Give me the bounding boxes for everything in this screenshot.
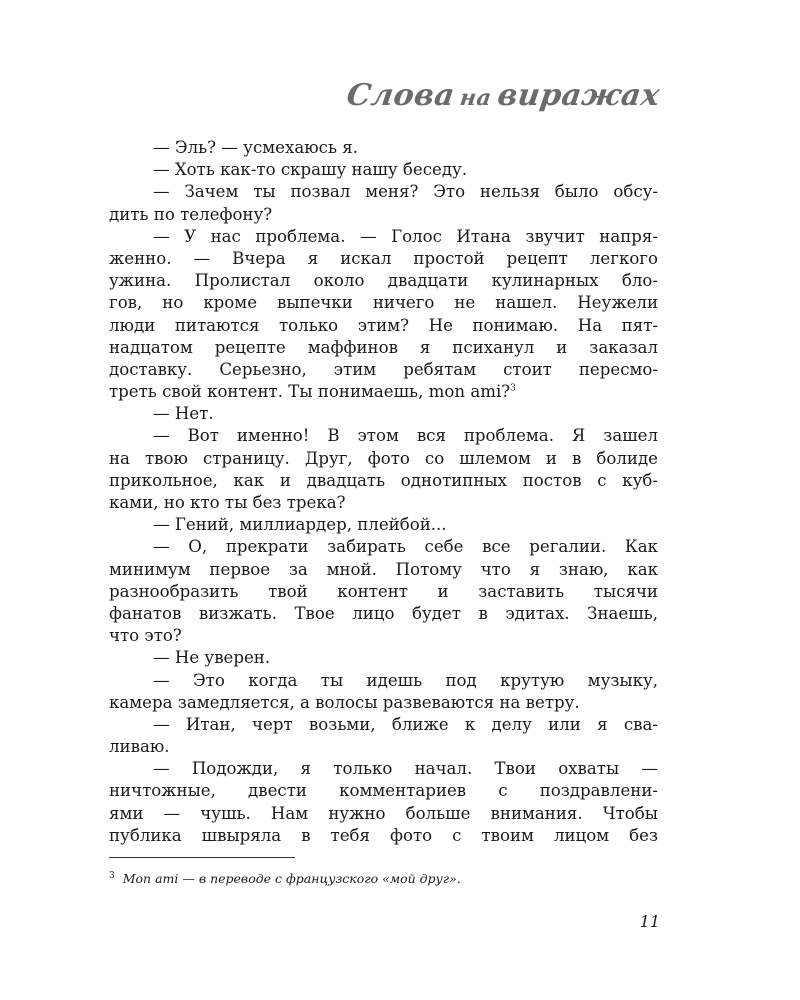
running-head-word-3: виражах [495, 78, 663, 113]
text-line-content: — Это когда ты идешь под крутую музыку, [153, 670, 658, 690]
text-line-content: разнообразить твой контент и заставить тысячи [109, 581, 658, 601]
text-line [109, 204, 658, 226]
text-line-content: треть свой контент. Ты понимаешь, mon ami? [109, 382, 511, 402]
body-text [109, 137, 658, 847]
text-line-content: прикольное, как и двадцать однотипных постов с куб- [109, 470, 658, 490]
text-line-content: — Зачем ты позвал меня? Это нельзя было обсу- [153, 182, 658, 202]
text-line-content: — У нас проблема. — Голос Итана звучит напря- [153, 226, 658, 246]
text-line [109, 181, 658, 203]
text-line-content: — О, прекрати забирать себе все регалии. Как [153, 537, 658, 557]
text-line-content: минимум первое за мной. Потому что я знаю, как [109, 559, 658, 579]
text-line-content: ужина. Пролистал около двадцати кулинарных бло- [109, 271, 658, 291]
text-line [109, 692, 658, 714]
text-line [109, 736, 658, 758]
text-line [109, 337, 658, 359]
text-line-content: ями — чушь. Нам нужно больше внимания. Чтобы [109, 803, 658, 823]
text-line-content: женно. — Вчера я искал простой рецепт легкого [109, 248, 658, 268]
text-line [109, 381, 658, 403]
text-line-content: ливаю. [109, 737, 170, 757]
text-line [109, 159, 658, 181]
text-line [109, 714, 658, 736]
footnote-marker: 3 [109, 871, 115, 881]
running-head-word-1: Слова [344, 78, 458, 113]
text-line [109, 536, 658, 558]
footnote-divider [109, 857, 295, 858]
text-line-content: надцатом рецепте маффинов я психанул и заказал [109, 337, 658, 357]
text-line [109, 670, 658, 692]
text-line [109, 803, 658, 825]
text-line-content: что это? [109, 626, 182, 646]
text-line-content: дить по телефону? [109, 204, 273, 224]
text-line-content: — Гений, миллиардер, плейбой... [153, 515, 447, 535]
text-line [109, 359, 658, 381]
text-line [109, 226, 658, 248]
text-line-content: фанатов визжать. Твое лицо будет в эдитах. Знаешь, [109, 603, 658, 623]
text-line [109, 270, 658, 292]
running-head-word-2: на [458, 85, 494, 111]
text-line [109, 647, 658, 669]
text-line [109, 470, 658, 492]
text-line-content: — Хоть как-то скрашу нашу беседу. [153, 160, 468, 180]
text-line [109, 603, 658, 625]
running-head-title [345, 78, 663, 113]
text-line [109, 403, 658, 425]
text-line [109, 625, 658, 647]
text-line-content: доставку. Серьезно, этим ребятам стоит пересмо- [109, 359, 658, 379]
text-line [109, 448, 658, 470]
text-line [109, 825, 658, 847]
text-line-content: — Эль? — усмехаюсь я. [153, 138, 359, 157]
footnote-reference: 3 [510, 383, 516, 394]
text-line [109, 425, 658, 447]
text-line-content: — Вот именно! В этом вся проблема. Я зашел [153, 426, 658, 446]
footnote [109, 868, 669, 887]
text-line-content: ками, но кто ты без трека? [109, 493, 346, 512]
footnote-text: Mon ami — в переводе с французского «мой друг». [122, 871, 461, 887]
text-line-content: ничтожные, двести комментариев с поздравлени- [109, 781, 658, 801]
text-line-content: — Не уверен. [153, 648, 271, 668]
text-line [109, 780, 658, 802]
text-line-content: на твою страницу. Друг, фото со шлемом и в болиде [109, 448, 658, 468]
text-line-content: люди питаются только этим? Не понимаю. На пят- [109, 315, 658, 335]
text-line-content: публика швыряла в тебя фото с твоим лицом без [109, 825, 658, 845]
text-line [109, 581, 658, 603]
page-number: 11 [639, 912, 660, 931]
text-line [109, 315, 658, 337]
text-line [109, 292, 658, 314]
text-line [109, 492, 658, 514]
text-line-content: — Подожди, я только начал. Твои охваты — [153, 759, 658, 779]
text-line [109, 758, 658, 780]
text-line [109, 137, 658, 159]
text-line-content: гов, но кроме выпечки ничего не нашел. Неужели [109, 293, 658, 313]
text-line-content: — Итан, черт возьми, ближе к делу или я сва- [153, 714, 658, 734]
text-line-content: — Нет. [153, 404, 214, 424]
text-line [109, 248, 658, 270]
text-line [109, 559, 658, 581]
text-line-content: камера замедляется, а волосы развеваются на ветру. [109, 692, 580, 712]
text-line [109, 514, 658, 536]
